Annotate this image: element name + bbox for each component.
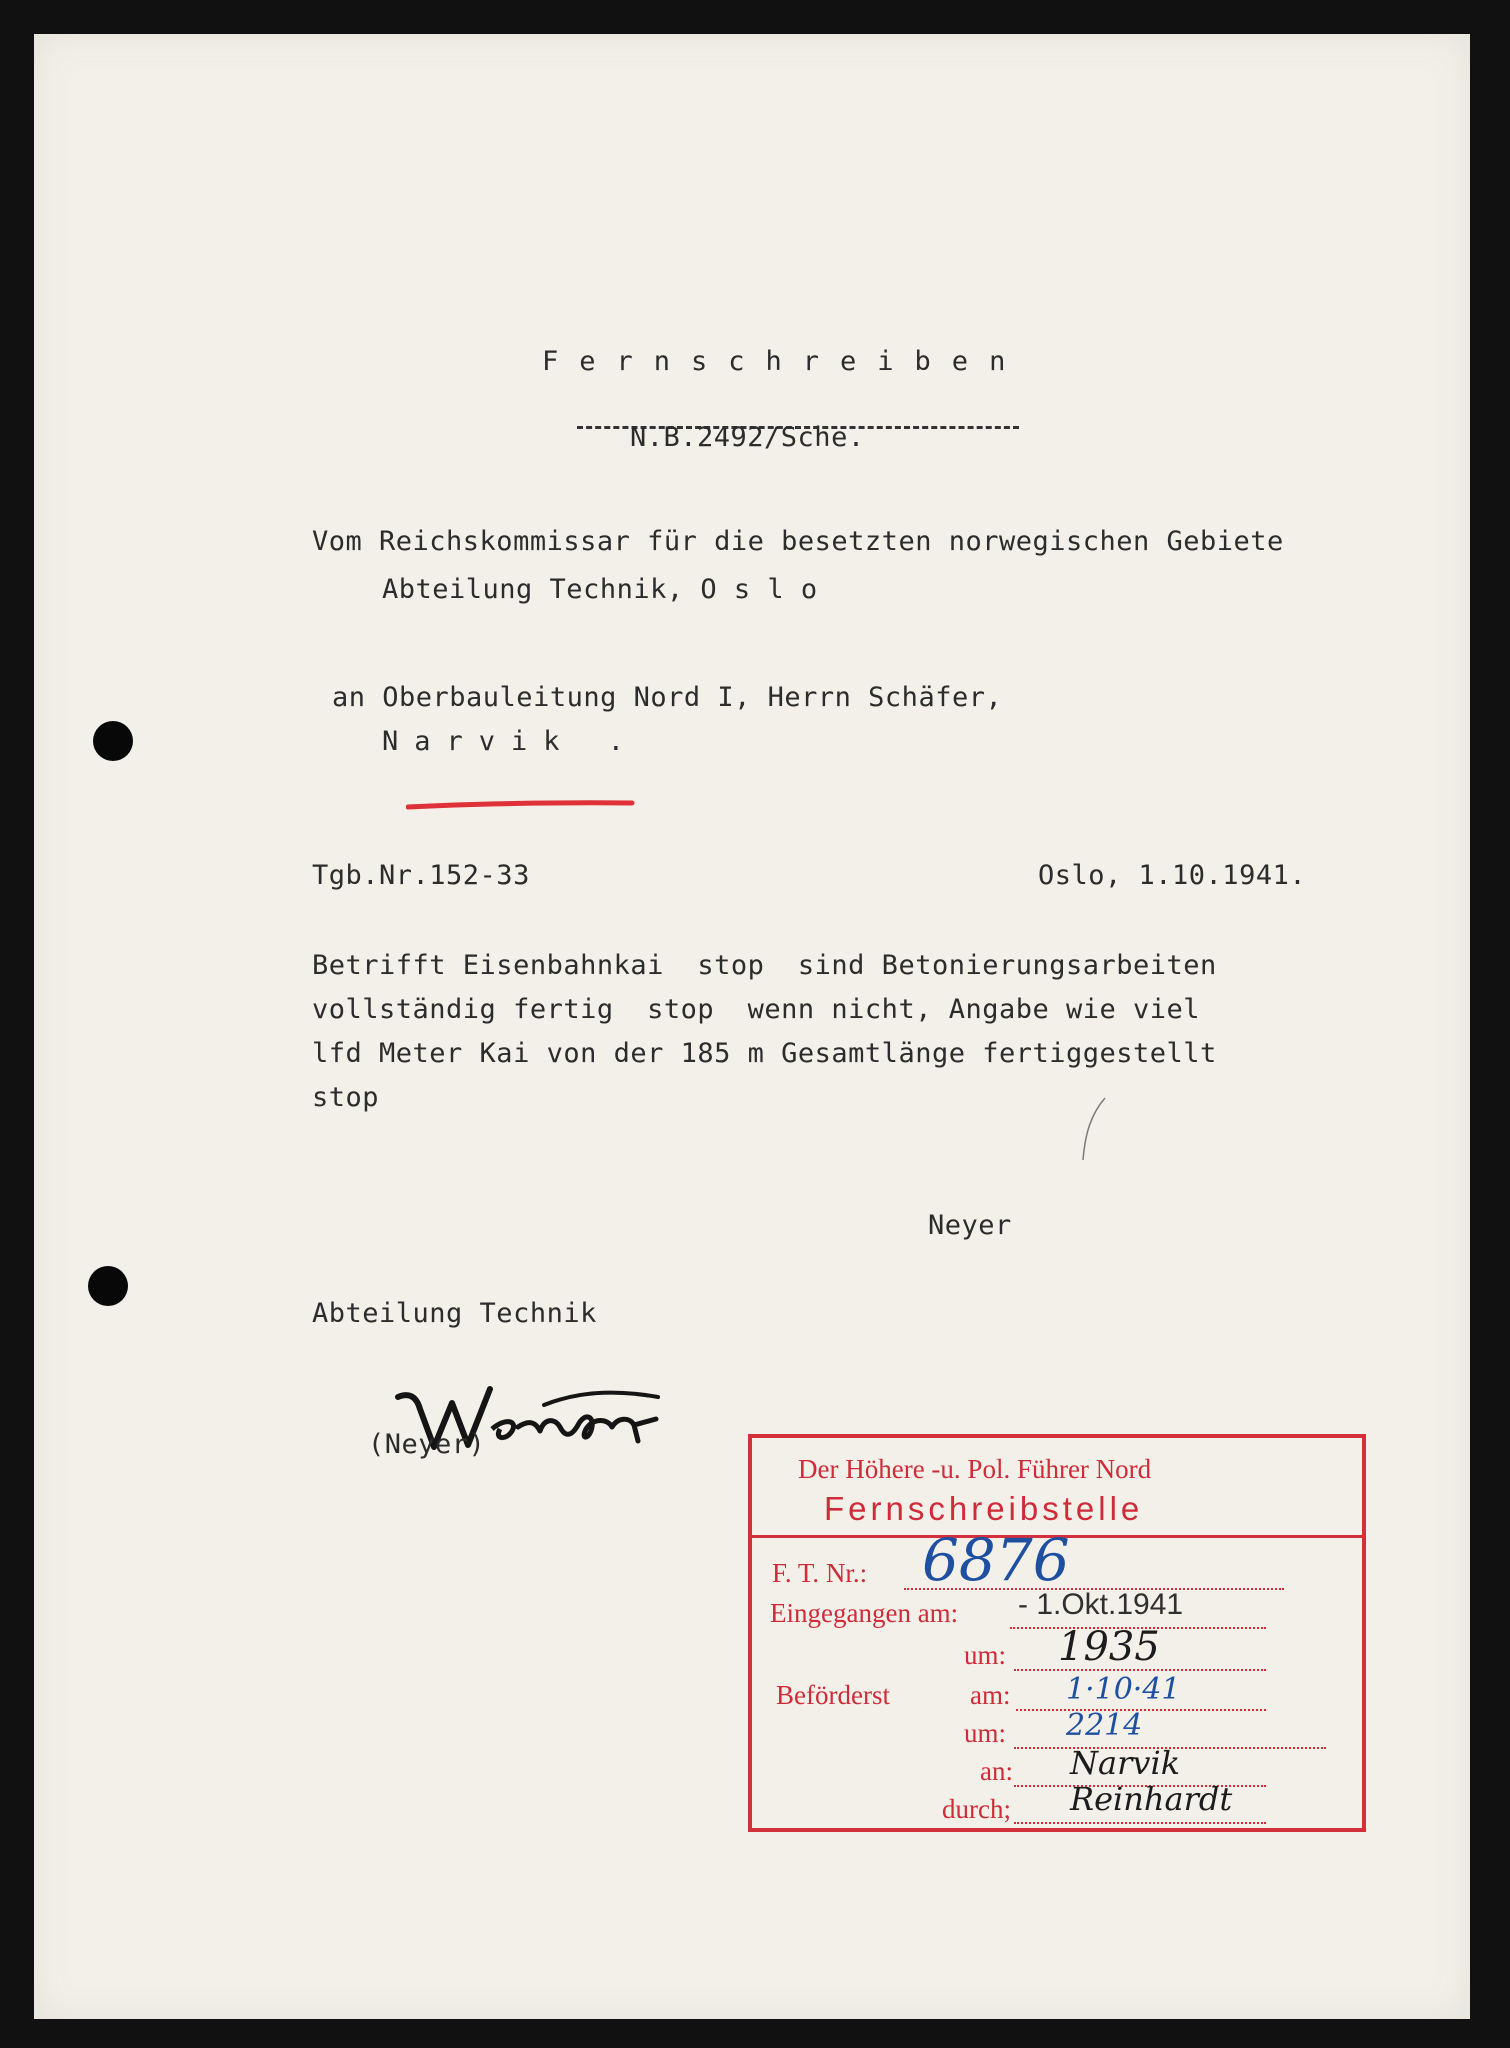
forwarded-label: Beförderst (776, 1680, 890, 1710)
to-value: Narvik (1070, 1744, 1181, 1782)
punch-hole-top (93, 721, 133, 761)
to-label: an: (980, 1756, 1013, 1786)
red-underline (406, 798, 636, 812)
recipient-line-1: an Oberbauleitung Nord I, Herrn Schäfer, (332, 682, 1003, 713)
signature-name: (Neyer) (368, 1429, 486, 1460)
received-time: 1935 (1058, 1624, 1160, 1670)
ft-nr-label: F. T. Nr.: (772, 1558, 868, 1588)
place-date: Oslo, 1.10.1941. (1038, 860, 1307, 891)
body-line: stop (312, 1082, 380, 1113)
recipient-city: Narvik . (382, 726, 641, 757)
sender-line-2: Abteilung Technik, O s l o (382, 574, 818, 605)
received-time-label: um: (964, 1640, 1007, 1670)
by-dots (1014, 1822, 1266, 1824)
body-line: vollständig fertig stop wenn nicht, Angabe wie viel (312, 994, 1201, 1025)
stamp-header-line-1: Der Höhere -u. Pol. Führer Nord (798, 1454, 1152, 1484)
receipt-stamp (748, 1434, 1366, 1832)
received-date: - 1.Okt.1941 (1018, 1588, 1184, 1621)
by-value: Reinhardt (1070, 1780, 1233, 1818)
department: Abteilung Technik (312, 1298, 597, 1329)
pencil-mark (1079, 1094, 1109, 1164)
stamp-header-line-2: Fernschreibstelle (824, 1490, 1144, 1527)
typed-signature: Neyer (928, 1210, 1012, 1241)
body-line: Betrifft Eisenbahnkai stop sind Betonierungsarbeiten (312, 950, 1217, 981)
forwarded-date-label: am: (970, 1680, 1011, 1710)
forwarded-date: 1·10·41 (1066, 1672, 1181, 1707)
sender-line-1: Vom Reichskommissar für die besetzten norwegischen Gebiete (312, 526, 1284, 557)
punch-hole-bottom (88, 1266, 128, 1306)
document-page (34, 34, 1470, 2019)
by-label: durch; (942, 1794, 1011, 1824)
forwarded-time: 2214 (1066, 1708, 1143, 1743)
forwarded-time-label: um: (964, 1718, 1007, 1748)
received-label: Eingegangen am: (770, 1598, 959, 1628)
document-title: Fernschreiben (542, 346, 1027, 377)
body-line: lfd Meter Kai von der 185 m Gesamtlänge fertiggestellt (312, 1038, 1217, 1069)
journal-number: Tgb.Nr.152-33 (312, 860, 530, 891)
ft-nr-value: 6876 (922, 1526, 1070, 1594)
reference-number: N.B.2492/Sche. (630, 422, 865, 453)
